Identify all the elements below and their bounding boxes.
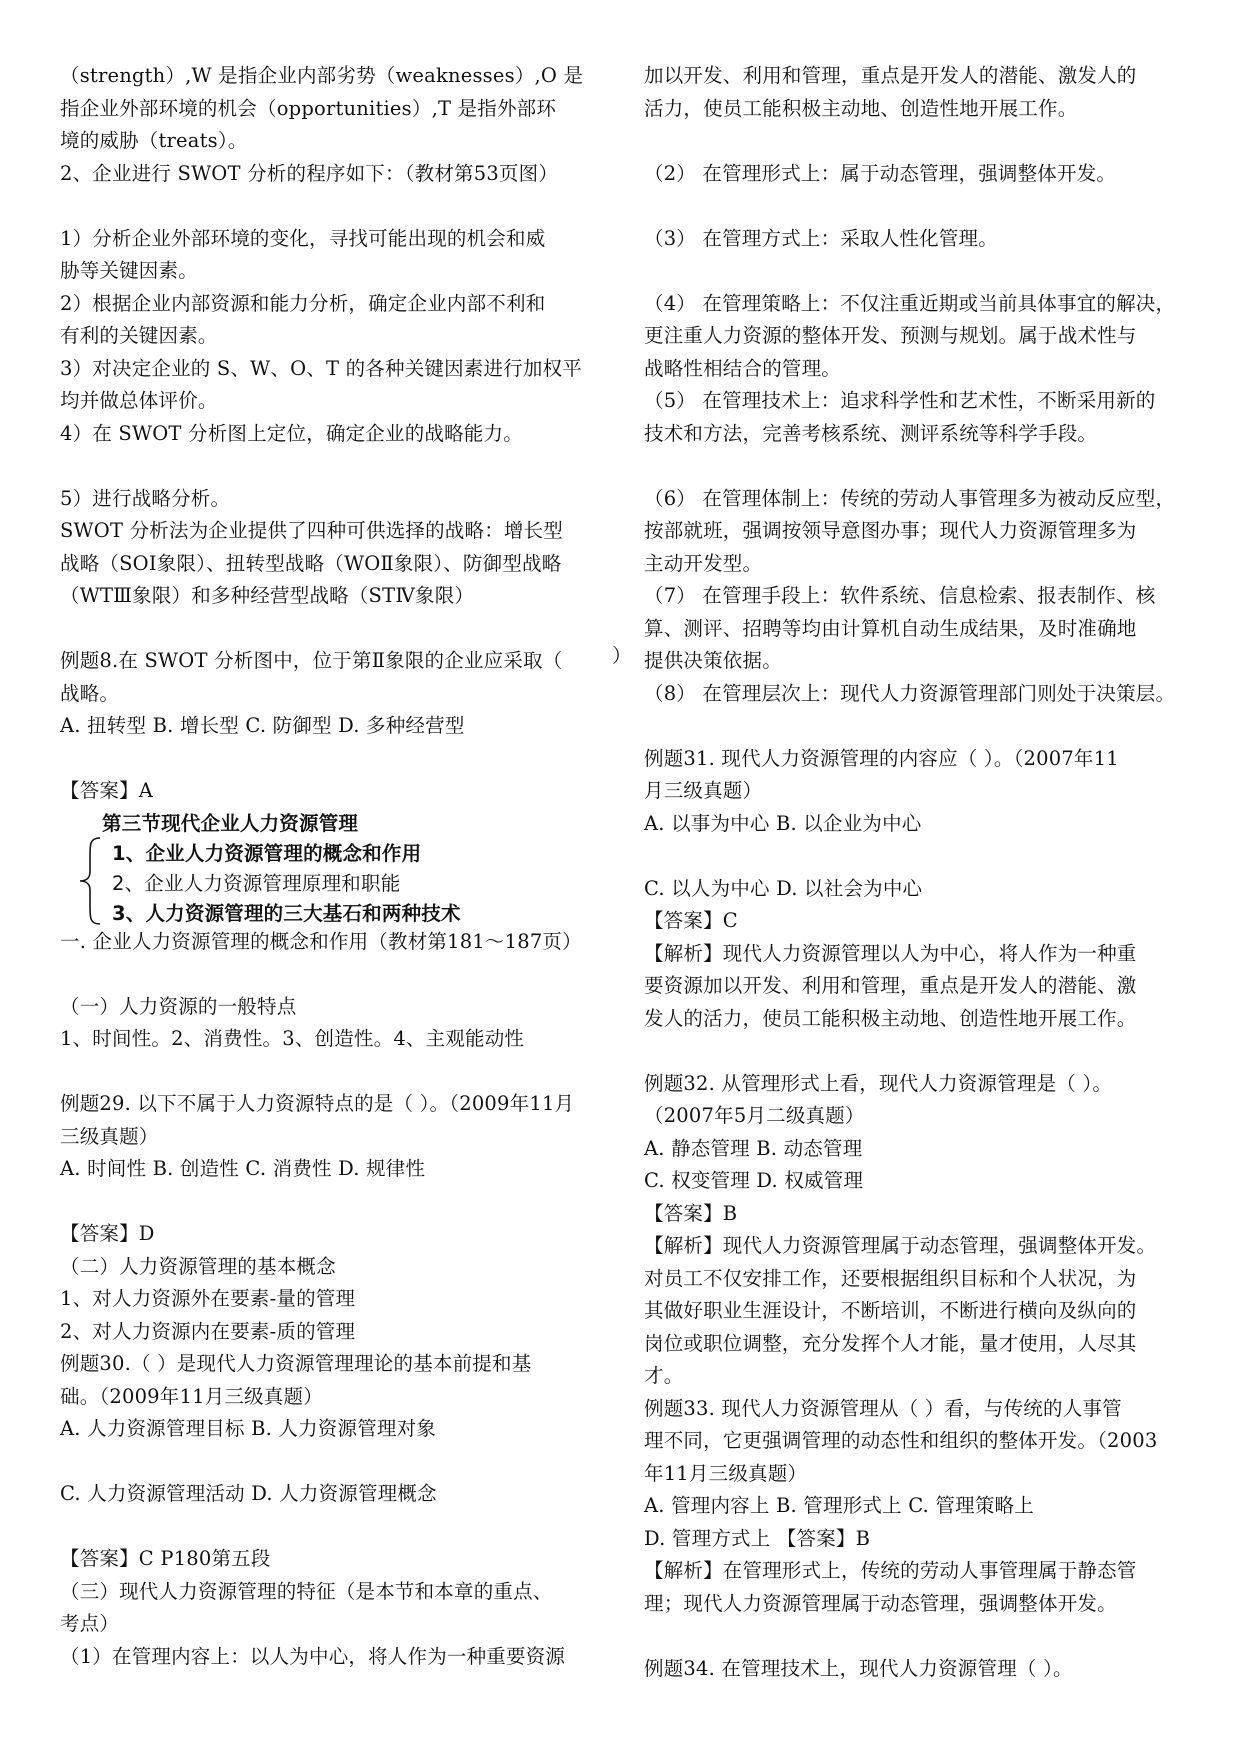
left-text-line <box>60 1446 615 1479</box>
right-text-line: 要资源加以开发、利用和管理，重点是开发人的潜能、激 <box>644 974 1137 997</box>
outline-item-3: 3、人力资源管理的三大基石和两种技术 <box>112 901 461 925</box>
outline-item-1: 1、企业人力资源管理的概念和作用 <box>112 841 422 865</box>
right-text-line <box>644 1620 1199 1653</box>
right-text-line: （6） 在管理体制上：传统的劳动人事管理多为被动反应型， <box>644 486 1176 510</box>
left-text-line: 1、时间性。2、消费性。3、创造性。4、主观能动性 <box>60 1027 525 1050</box>
outline-item-2: 2、企业人力资源管理原理和职能 <box>112 871 401 895</box>
left-text-line: 1）分析企业外部环境的变化，寻找可能出现的机会和威 <box>60 226 546 250</box>
right-text-line: 对员工不仅安排工作，还要根据组织目标和个人状况，为 <box>644 1266 1137 1290</box>
right-text-line <box>644 450 1199 483</box>
left-text-line: 有利的关键因素。 <box>60 324 218 347</box>
right-text-line: （4） 在管理策略上：不仅注重近期或当前具体事宜的解决， <box>644 291 1176 315</box>
left-text-block-1 <box>60 60 615 808</box>
brace-icon <box>76 836 104 926</box>
left-text-line: 【答案】A <box>60 779 154 802</box>
trailing-paren: ） <box>612 644 632 667</box>
left-text-line: 4）在 SWOT 分析图上定位，确定企业的战略能力。 <box>60 421 523 445</box>
left-text-line: A. 人力资源管理目标 B. 人力资源管理对象 <box>60 1417 437 1440</box>
left-text-line: 例题29. 以下不属于人力资源特点的是（ ）。（2009年11月 <box>60 1092 575 1115</box>
right-text-line: 活力，使员工能积极主动地、创造性地开展工作。 <box>644 96 1078 120</box>
left-text-line: 1、对人力资源外在要素-量的管理 <box>60 1287 356 1310</box>
right-text-line: D. 管理方式上 【答案】B <box>644 1526 871 1550</box>
right-text-line: 例题31. 现代人力资源管理的内容应（ ）。（2007年11 <box>644 746 1119 770</box>
left-text-line: （一）人力资源的一般特点 <box>60 994 297 1018</box>
right-text-line: A. 静态管理 B. 动态管理 <box>644 1136 863 1160</box>
left-text-line: 战略。 <box>60 681 120 705</box>
left-text-line: 【答案】C P180第五段 <box>60 1547 271 1570</box>
right-text-line: （7） 在管理手段上：软件系统、信息检索、报表制作、核 <box>644 584 1156 607</box>
right-text-line: 例题33. 现代人力资源管理从（ ）看，与传统的人事管 <box>644 1396 1122 1420</box>
left-text-line: 3）对决定企业的 S、W、O、T 的各种关键因素进行加权平 <box>60 356 582 380</box>
left-text-line <box>60 958 615 991</box>
right-text-line: （3） 在管理方式上：采取人性化管理。 <box>644 226 998 250</box>
left-text-line <box>60 190 615 223</box>
right-text-line <box>644 190 1199 223</box>
left-text-line: A. 扭转型 B. 增长型 C. 防御型 D. 多种经营型 <box>60 714 465 737</box>
right-text-line: 月三级真题） <box>644 779 763 802</box>
right-text-line: 理不同，它更强调管理的动态性和组织的整体开发。（2003 <box>644 1429 1158 1452</box>
right-text-line: A. 以事为中心 B. 以企业为中心 <box>644 811 922 835</box>
right-column <box>644 60 1199 1685</box>
left-text-line: 均并做总体评价。 <box>60 389 218 412</box>
right-text-line: （2007年5月二级真题） <box>644 1104 865 1127</box>
left-text-line: 考点） <box>60 1612 120 1635</box>
right-text-line: A. 管理内容上 B. 管理形式上 C. 管理策略上 <box>644 1494 1034 1517</box>
right-text-line: 理；现代人力资源管理属于动态管理，强调整体开发。 <box>644 1591 1117 1615</box>
right-text-line: C. 以人为中心 D. 以社会为中心 <box>644 876 923 900</box>
section-outline <box>60 808 615 926</box>
left-text-line: C. 人力资源管理活动 D. 人力资源管理概念 <box>60 1482 437 1505</box>
right-text-line <box>644 255 1199 288</box>
left-text-line: 础。（2009年11月三级真题） <box>60 1384 323 1408</box>
right-text-line: 提供决策依据。 <box>644 649 782 672</box>
left-column <box>60 60 615 1673</box>
left-text-line: 【答案】D <box>60 1222 155 1245</box>
left-text-line: 例题30.（ ）是现代人力资源管理理论的基本前提和基 <box>60 1352 532 1375</box>
right-text-line: 【解析】现代人力资源管理以人为中心，将人作为一种重 <box>644 941 1137 965</box>
right-text-line: （5） 在管理技术上：追求科学性和艺术性，不断采用新的 <box>644 389 1156 412</box>
left-text-line: （strength）,W 是指企业内部劣势（weaknesses）,O 是 <box>60 64 584 87</box>
left-text-line: 战略（SOⅠ象限）、扭转型战略（WOⅡ象限）、防御型战略 <box>60 551 562 575</box>
left-text-line: 2）根据企业内部资源和能力分析，确定企业内部不利和 <box>60 291 546 315</box>
right-text-line: 更注重人力资源的整体开发、预测与规划。属于战术性与 <box>644 324 1137 347</box>
left-text-line <box>60 613 615 646</box>
left-text-line <box>60 1186 615 1219</box>
right-text-line <box>644 125 1199 158</box>
right-text-line: 加以开发、利用和管理，重点是开发人的潜能、激发人的 <box>644 64 1137 87</box>
right-text-line: C. 权变管理 D. 权威管理 <box>644 1169 864 1192</box>
left-text-line: 一. 企业人力资源管理的概念和作用（教材第181～187页） <box>60 929 582 953</box>
left-text-line: 胁等关键因素。 <box>60 259 198 282</box>
right-text-line: 技术和方法，完善考核系统、测评系统等科学手段。 <box>644 421 1098 445</box>
right-text-line: 【答案】C <box>644 909 738 932</box>
right-text-line: 年11月三级真题） <box>644 1461 808 1485</box>
right-text-line: 才。 <box>644 1364 684 1387</box>
right-text-line: （2） 在管理形式上：属于动态管理，强调整体开发。 <box>644 161 1117 185</box>
right-text-line: （8） 在管理层次上：现代人力资源管理部门则处于决策层。 <box>644 681 1176 705</box>
left-text-line: 2、对人力资源内在要素-质的管理 <box>60 1319 356 1343</box>
left-text-line <box>60 450 615 483</box>
right-text-line: 其做好职业生涯设计，不断培训，不断进行横向及纵向的 <box>644 1299 1137 1322</box>
left-text-line: SWOT 分析法为企业提供了四种可供选择的战略：增长型 <box>60 519 563 542</box>
right-text-line: 岗位或职位调整，充分发挥个人才能，量才使用，人尽其 <box>644 1331 1137 1355</box>
right-text-block <box>644 60 1199 1685</box>
left-text-line <box>60 743 615 776</box>
right-text-line: 主动开发型。 <box>644 551 763 575</box>
right-text-line: 【解析】现代人力资源管理属于动态管理，强调整体开发。 <box>644 1234 1157 1257</box>
left-text-block-2 <box>60 926 615 1674</box>
right-text-line: 算、测评、招聘等均由计算机自动生成结果，及时准确地 <box>644 616 1137 640</box>
left-text-line: 三级真题） <box>60 1124 159 1148</box>
right-text-line: 发人的活力，使员工能积极主动地、创造性地开展工作。 <box>644 1006 1137 1030</box>
right-text-line <box>644 840 1199 873</box>
left-text-line <box>60 1511 615 1544</box>
right-text-line: 按部就班，强调按领导意图办事；现代人力资源管理多为 <box>644 519 1137 542</box>
left-text-line: 2、企业进行 SWOT 分析的程序如下：（教材第53页图） <box>60 161 559 185</box>
right-text-line <box>644 1035 1199 1068</box>
left-text-line: 指企业外部环境的机会（opportunities）,T 是指外部环 <box>60 96 557 120</box>
left-text-line: 例题8.在 SWOT 分析图中，位于第Ⅱ象限的企业应采取（ <box>60 649 563 672</box>
left-text-line: 境的威胁（treats）。 <box>60 129 248 152</box>
right-text-line: 【答案】B <box>644 1201 738 1225</box>
left-text-line: （二）人力资源管理的基本概念 <box>60 1254 336 1278</box>
left-text-line: A. 时间性 B. 创造性 C. 消费性 D. 规律性 <box>60 1157 426 1180</box>
right-text-line: 例题34. 在管理技术上，现代人力资源管理（ ）。 <box>644 1656 1073 1680</box>
right-text-line: 【解析】在管理形式上，传统的劳动人事管理属于静态管 <box>644 1559 1137 1582</box>
outline-title: 第三节现代企业人力资源管理 <box>102 811 359 835</box>
left-text-line: （WTⅢ象限）和多种经营型战略（STⅣ象限） <box>60 584 475 607</box>
right-text-line: 例题32. 从管理形式上看，现代人力资源管理是（ ）。 <box>644 1071 1113 1095</box>
left-text-line: （1）在管理内容上：以人为中心，将人作为一种重要资源 <box>60 1644 566 1668</box>
left-text-line: 5）进行战略分析。 <box>60 486 231 510</box>
right-text-line <box>644 710 1199 743</box>
left-text-line: （三）现代人力资源管理的特征（是本节和本章的重点、 <box>60 1579 553 1603</box>
left-text-line <box>60 1056 615 1089</box>
right-text-line: 战略性相结合的管理。 <box>644 356 842 380</box>
